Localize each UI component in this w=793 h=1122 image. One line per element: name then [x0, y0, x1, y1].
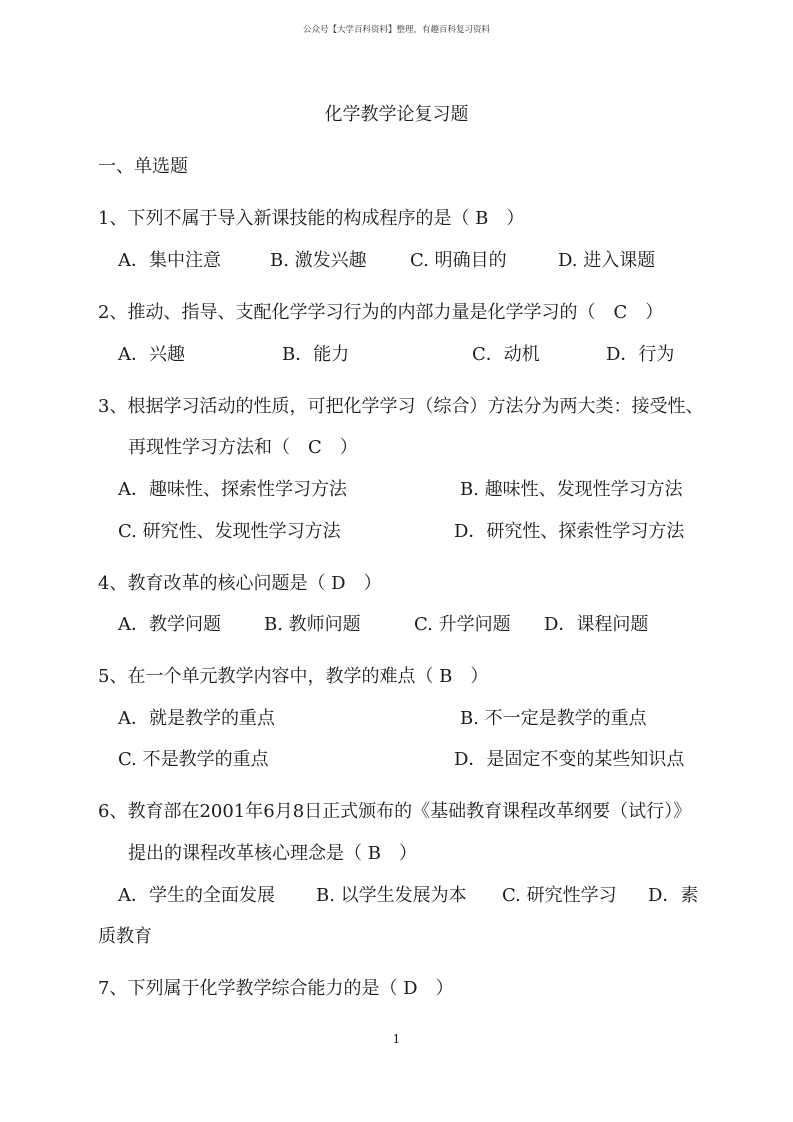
question-2-stem: 2、推动、指导、支配化学学习行为的内部力量是化学学习的（ C ）	[98, 302, 664, 323]
question-3-option-d: D．研究性、探索性学习方法	[454, 521, 685, 542]
question-1-option-d: D. 进入课题	[558, 250, 656, 271]
question-4-option-d: D．课程问题	[544, 614, 649, 635]
question-5-stem: 5、在一个单元教学内容中，教学的难点（ B ）	[98, 666, 489, 687]
question-5-option-d: D．是固定不变的某些知识点	[454, 749, 685, 770]
question-6-option-c: C. 研究性学习	[502, 885, 617, 906]
question-6-option-d-continued: 质教育	[98, 926, 152, 947]
section-heading: 一、单选题	[98, 156, 188, 177]
question-4-stem: 4、教育改革的核心问题是（ D ）	[98, 573, 382, 594]
question-7-stem: 7、下列属于化学教学综合能力的是（ D ）	[98, 978, 454, 999]
question-1-option-c: C. 明确目的	[410, 250, 507, 271]
question-6-stem: 6、教育部在2001年6月8日正式颁布的《基础教育课程改革纲要（试行）》	[98, 801, 692, 822]
question-4-option-b: B. 教师问题	[264, 614, 361, 635]
question-5-option-a: A．就是教学的重点	[118, 708, 275, 729]
question-3-option-c: C. 研究性、发现性学习方法	[118, 521, 341, 542]
page-number: 1	[392, 1032, 401, 1046]
question-4-option-c: C. 升学问题	[414, 614, 511, 635]
question-2-option-c: C．动机	[472, 344, 540, 365]
question-6-option-a: A．学生的全面发展	[118, 885, 275, 906]
question-6-stem-continued: 提出的课程改革核心理念是（ B ）	[128, 843, 417, 864]
question-3-stem: 3、根据学习活动的性质，可把化学学习（综合）方法分为两大类：接受性、	[98, 396, 704, 417]
document-title: 化学教学论复习题	[324, 104, 469, 125]
question-5-option-c: C. 不是教学的重点	[118, 749, 269, 770]
question-1-stem: 1、下列不属于导入新课技能的构成程序的是（ B ）	[98, 208, 525, 229]
question-2-option-d: D．行为	[606, 344, 675, 365]
page-header: 公众号【大学百科资料】整理，有趣百科复习资料	[302, 25, 490, 35]
question-2-option-b: B．能力	[282, 344, 350, 365]
question-1-option-b: B. 激发兴趣	[270, 250, 367, 271]
question-6-option-d: D．素	[648, 885, 699, 906]
question-1-option-a: A．集中注意	[118, 250, 221, 271]
question-2-option-a: A．兴趣	[118, 344, 185, 365]
question-4-option-a: A．教学问题	[118, 614, 221, 635]
question-3-stem-continued: 再现性学习方法和（ C ）	[128, 437, 358, 458]
question-5-option-b: B. 不一定是教学的重点	[460, 708, 647, 729]
question-3-option-a: A．趣味性、探索性学习方法	[118, 479, 347, 500]
question-6-option-b: B. 以学生发展为本	[316, 885, 467, 906]
question-3-option-b: B. 趣味性、发现性学习方法	[460, 479, 683, 500]
